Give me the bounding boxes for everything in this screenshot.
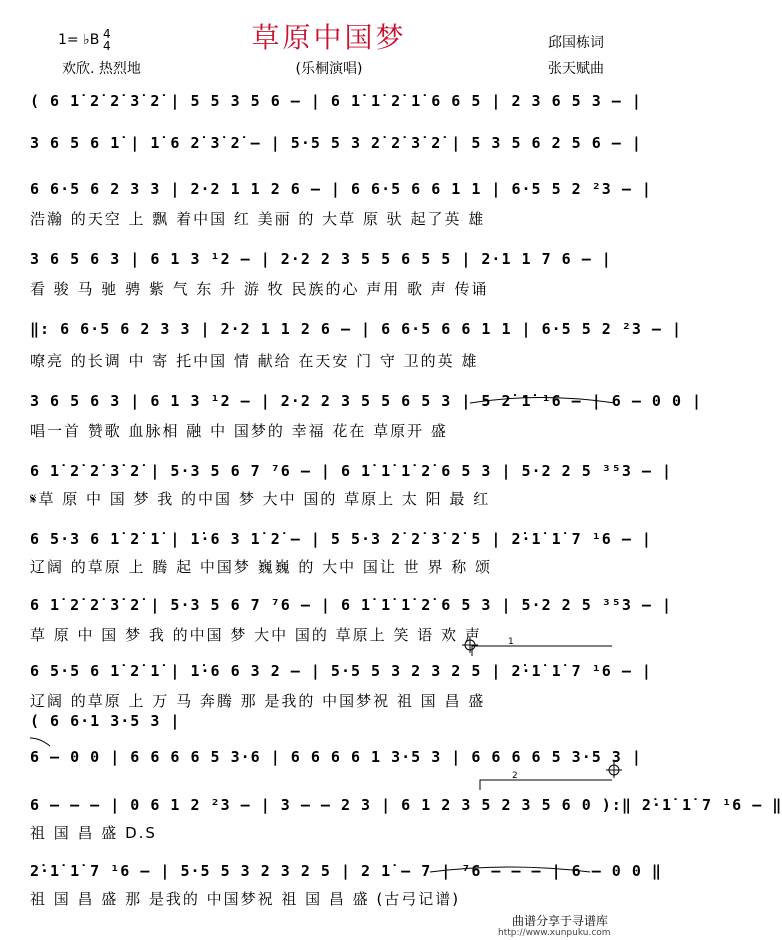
volta-1-bracket (472, 646, 612, 656)
notation-row-1: ( 6 1̇ 2̇ 2̇ 3̇ 2̇ | 5 5 3 5 6 – | 6 1̇ 1̇ 2̇ 1̇ 6 6 5 | 2 3 6 5 3 – | (30, 92, 642, 110)
lyric-row-8: 辽阔 的草原 上 腾 起 中国梦 巍巍 的 大中 国让 世 界 称 颂 (30, 558, 492, 576)
song-title: 草原中国梦 (251, 21, 407, 54)
tie-arc (30, 738, 50, 746)
meter-top: 4 (103, 27, 111, 41)
volta-1-number: 1 (508, 637, 514, 647)
key-signature: 1= ♭B (58, 32, 100, 48)
footer-url[interactable]: http://www.xunpuku.com (498, 928, 611, 938)
notation-row-10: 6 5·5 6 1̇ 2̇ 1̇ | 1̇·6 6 3 2 – | 5·5 5 3 2 3 2 5 | 2̇·1̇ 1̇ 7 ¹6 – | (30, 662, 652, 680)
notation-row-3: 6 6·5 6 2 3 3 | 2·2 1 1 2 6 – | 6 6·5 6 6 1 1 | 6·5 5 2 ²3 – | (30, 180, 652, 198)
notation-row-5: ‖: 6 6·5 6 2 3 3 | 2·2 1 1 2 6 – | 6 6·5 6 6 1 1 | 6·5 5 2 ²3 – | (30, 320, 682, 338)
lyric-row-10: 辽阔 的草原 上 万 马 奔腾 那 是我的 中国梦祝 祖 国 昌 盛 (30, 692, 486, 710)
notation-row-8: 6 5·3 6 1̇ 2̇ 1̇ | 1̇·6 3 1̇ 2̇ – | 5 5·3 2̇ 2̇ 3̇ 2̇ 5 | 2̇·1̇ 1̇ 7 ¹6 – | (30, 530, 652, 548)
volta-2-bracket (480, 780, 612, 790)
singer-credit: (乐桐演唱) (295, 61, 363, 77)
notation-row-6: 3 6 5 6 3 | 6 1 3 ¹2 – | 2·2 2 3 5 5 6 5 3 | 5 2̇ 1̇ ¹6 – | 6 – 0 0 | (30, 392, 703, 410)
lyric-row-9: 草 原 中 国 梦 我 的中国 梦 大中 国的 草原上 笑 语 欢 声 (30, 626, 482, 644)
tie-arc (430, 867, 590, 872)
lyric-row-12: 祖 国 昌 盛 D.S (30, 824, 157, 842)
volta-2-number: 2 (512, 771, 518, 781)
notation-row-2: 3 6 5 6 1̇ | 1̇ 6 2̇ 3̇ 2̇ – | 5·5 5 3 2̇ 2̇ 3̇ 2̇ | 5 3 5 6 2 5 6 – | (30, 134, 642, 152)
tie-arc (470, 398, 615, 404)
notation-row-9: 6 1̇ 2̇ 2̇ 3̇ 2̇ | 5·3 5 6 7 ⁷6 – | 6 1̇ 1̇ 1̇ 2̇ 6 5 3 | 5·2 2 5 ³⁵3 – | (30, 596, 672, 614)
lyric-row-5: 嘹亮 的长调 中 寄 托中国 情 献给 在天安 门 守 卫的英 雄 (30, 352, 479, 370)
lyric-row-4: 看 骏 马 驰 骋 紫 气 东 升 游 牧 民族的心 声用 歌 声 传诵 (30, 280, 489, 298)
notation-row-11: 6 – 0 0 | 6 6 6 6 5 3·6 | 6 6 6 6 1 3·5 3 | 6 6 6 6 5 3·5 3 | (30, 748, 642, 766)
coda-icon (606, 762, 622, 778)
lyric-row-3: 浩瀚 的天空 上 飘 着中国 红 美丽 的 大草 原 驮 起了英 雄 (30, 210, 486, 228)
lyricist-credit: 邱国栋词 (548, 35, 604, 51)
lyric-row-7: 𝄋草 原 中 国 梦 我 的中国 梦 大中 国的 草原上 太 阳 最 红 (30, 490, 491, 508)
tempo-mood: 欢欣. 热烈地 (62, 61, 141, 77)
lyric-row-6: 唱一首 赞歌 血脉相 融 中 国梦的 幸福 花在 草原开 盛 (30, 422, 448, 440)
notation-row-12: 6 – – – | 0 6 1 2 ²3 – | 3 – – 2 3 | 6 1 2 3 5 2 3 5 6 0 ):‖ 2̇·1̇ 1̇ 7 ¹6 – ‖ (30, 796, 782, 814)
meter-bottom: 4 (103, 39, 111, 53)
coda-icon (462, 637, 478, 653)
notation-row-4: 3 6 5 6 3 | 6 1 3 ¹2 – | 2·2 2 3 5 5 6 5 5 | 2·1 1 7 6 – | (30, 250, 612, 268)
composer-credit: 张天赋曲 (548, 61, 604, 77)
footer-site-label: 曲谱分享于寻谱库 (512, 914, 609, 928)
interlude-intro-row: ( 6 6·1 3·5 3 | (30, 712, 181, 730)
notation-row-13: 2̇·1̇ 1̇ 7 ¹6 – | 5·5 5 3 2 3 2 5 | 2 1̇ – 7 | ⁷6 – – – | 6 – 0 0 ‖ (30, 862, 662, 880)
notation-row-7: 6 1̇ 2̇ 2̇ 3̇ 2̇ | 5·3 5 6 7 ⁷6 – | 6 1̇ 1̇ 1̇ 2̇ 6 5 3 | 5·2 2 5 ³⁵3 – | (30, 462, 672, 480)
lyric-row-13: 祖 国 昌 盛 那 是我的 中国梦祝 祖 国 昌 盛 (古弓记谱) (30, 890, 461, 908)
